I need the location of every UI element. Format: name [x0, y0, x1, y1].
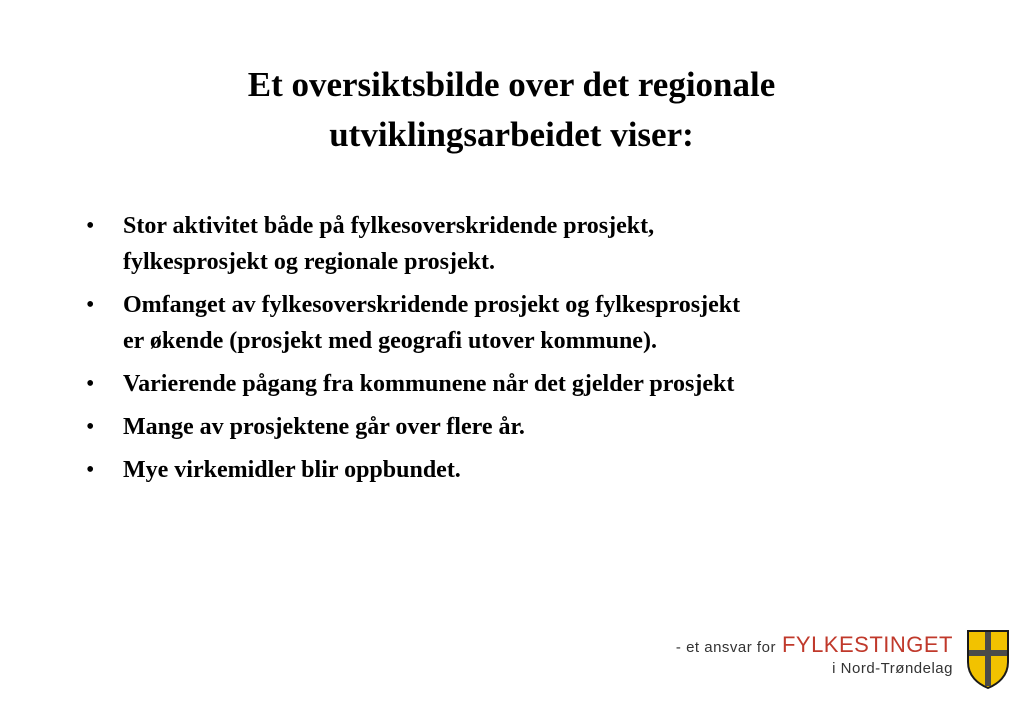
coat-of-arms-icon [965, 628, 1011, 690]
bullet-line: Mye virkemidler blir oppbundet. [123, 457, 461, 483]
bullet-line: fylkesprosjekt og regionale prosjekt. [123, 249, 495, 275]
bullet-text [123, 366, 966, 402]
footer-brand: FYLKESTINGET [781, 632, 953, 657]
slide-title [100, 60, 923, 160]
bullet-line: Varierende pågang fra kommunene når det gjelder prosjekt [123, 371, 735, 397]
title-line: utviklingsarbeidet viser: [329, 115, 694, 154]
bullet-line: Mange av prosjektene går over flere år. [123, 414, 525, 440]
bullet-marker: • [86, 292, 95, 318]
footer-logo [675, 628, 1011, 694]
bullet-list [86, 208, 966, 495]
bullet-text [123, 452, 966, 488]
bullet-line: er økende (prosjekt med geografi utover kommune). [123, 328, 657, 354]
bullet-item [86, 452, 966, 488]
footer-subtitle: i Nord-Trøndelag [832, 660, 953, 677]
bullet-text [123, 287, 966, 359]
bullet-text [123, 409, 966, 445]
bullet-line: Omfanget av fylkesoverskridende prosjekt og fylkesprosjekt [123, 292, 741, 318]
bullet-item [86, 366, 966, 402]
footer-tagline [676, 632, 953, 658]
bullet-item [86, 409, 966, 445]
bullet-item [86, 208, 966, 280]
footer-prefix: - et ansvar for [675, 639, 776, 656]
title-line: Et oversiktsbilde over det regionale [247, 65, 776, 104]
bullet-item [86, 287, 966, 359]
bullet-marker: • [86, 414, 95, 440]
bullet-marker: • [86, 457, 95, 483]
bullet-line: Stor aktivitet både på fylkesoverskridende prosjekt, [123, 213, 655, 239]
bullet-marker: • [86, 213, 95, 239]
bullet-marker: • [86, 371, 95, 397]
bullet-text [123, 208, 966, 280]
